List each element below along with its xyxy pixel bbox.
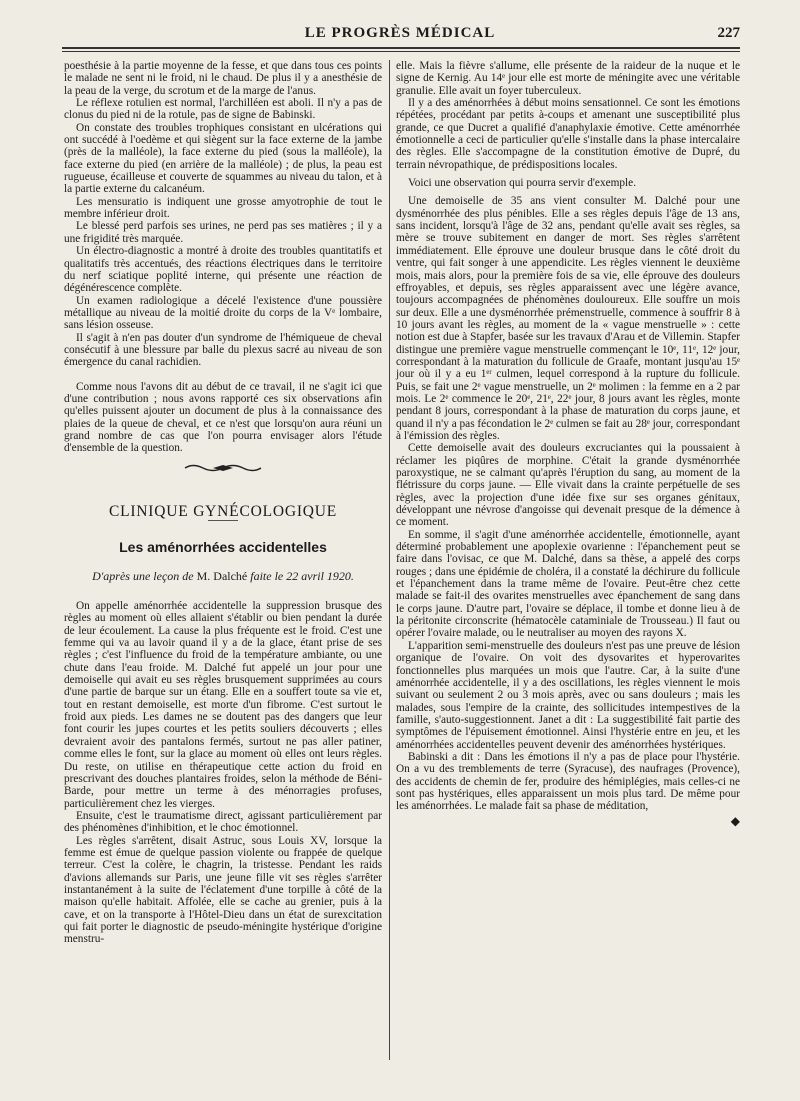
paragraph: Il s'agit à n'en pas douter d'un syndrome de l'hémiqueue de cheval consécutif à une blessure par balle du plexus sacré au niveau de son émergence du canal rachidien. bbox=[64, 331, 382, 369]
paragraph: Le blessé perd parfois ses urines, ne perd pas ses matières ; il y a une frigidité très marquée. bbox=[64, 220, 382, 245]
paragraph: Les règles s'arrêtent, disait Astruc, sous Louis XV, lorsque la femme est émue de quelque passion violente ou frappée de quelque terreur. C'est la colère, le chagrin, la tristesse. Pendant les raids d'avions allemands sur Paris, une jeune fille vit ses règles s'arrêter instantanément à la suite de l'éclatement d'une torpille à côté de la maison qu'elle habitait. Affolée, elle se cache au grenier, puis à la cave, et on la transporte à l'Hôtel-Dieu dans un état de surexcitation qui fait porter le diagnostic de pseudo-méningite hystérique d'origine menstru- bbox=[64, 834, 382, 946]
paragraph: Les mensuratio is indiquent une grosse amyotrophie de tout le membre inférieur droit. bbox=[64, 195, 382, 221]
column-divider bbox=[389, 60, 390, 1060]
header-rule-thick bbox=[62, 47, 740, 49]
section-rule bbox=[208, 520, 238, 521]
byline-prefix: D'après une leçon de bbox=[92, 568, 194, 583]
paragraph: elle. Mais la fièvre s'allume, elle présente de la raideur de la nuque et le signe de Kernig. Au 14ᵉ jour elle est morte de méningite avec une véritable granulie. Elle avait un foyer tuberculeux. bbox=[396, 60, 740, 97]
paragraph: Le réflexe rotulien est normal, l'archilléen est aboli. Il n'y a pas de clonus du pied ni de la rotule, pas de signe de Babinski. bbox=[64, 97, 382, 122]
byline-date: faite le 22 avril 1920. bbox=[250, 568, 354, 583]
ornament-icon bbox=[183, 463, 263, 473]
paragraph: On appelle aménorrhée accidentelle la suppression brusque des règles au moment où elles allaient s'établir ou bien pendant la durée de leur écoulement. La cause la plus fréquente est le froid. C'est une femme qui va au lavoir quand il y a de la glace, étant prise de ses règles ; c'est l'influence du froid de la température ambiante, ou une chute dans l'eau froide. M. Dalché fut appelé un jour pour une demoiselle qui avait eu ses règles brusquement supprimées au cours d'une partie de barque sur un étang. Elle en a souffert toute sa vie et, tout en restant demoiselle, est morte d'un fibrome. C'est surtout le froid aux pieds. Les dames ne se doutent pas des dangers que leur font courir les jupes courtes et les petits souliers découverts ; elles devraient avoir des pantalons fermés, surtout ne pas aller patiner, comme elles le font, sur la glace au moment où elles ont leurs règles. Du reste, on utilise en thérapeutique cette action du froid en prescrivant des douches plantaires froides, selon la méthode de Béni-Barde, pour mettre un terme à des ménorragies profuses, particulièrement chez les vierges. bbox=[64, 600, 382, 810]
right-column bbox=[396, 60, 740, 827]
paragraph: Un examen radiologique a décelé l'existence d'une poussière métallique au niveau de la moitié droite du corps de la Vᵉ lombaire, sans lésion osseuse. bbox=[64, 294, 382, 332]
journal-title: LE PROGRÈS MÉDICAL bbox=[304, 25, 496, 41]
paragraph: On constate des troubles trophiques consistant en ulcérations qui ont succédé à l'oedème et qui siègent sur la face externe de la jambe (près de la malléole), la face externe du pied (sous la malléole), la face externe du pied (en arrière de la malléole) ; de plus, la peau est rugueuse, écailleuse et couverte de squammes au niveau du talon, et à la partie externe du calcanéum. bbox=[64, 121, 382, 196]
paragraph: Une demoiselle de 35 ans vient consulter M. Dalché pour une dysménorrhée des plus pénibles. Elle a ses règles depuis l'âge de 13 ans, sans incident, lorsqu'à l'âge de 32 ans, pendant qu'elle avait ses règles, sa mère se trouve subitement en danger de mort. Ses règles s'arrêtent immédiatement. Elle éprouve une douleur brusque dans le côté droit du ventre, qui fait songer à une appendicite. Les règles viennent le deuxième mois, mais alors, pour la première fois de sa vie, elle éprouve des douleurs effroyables, et depuis, ses règles apparaissent avec une légère avance, toujours accompagnées de phénomènes douloureux. Elle souffre un mois sur deux. Elle a une dysménorrhée prémenstruelle, commence à souffrir 8 à 10 jours avant les règles, au moment de la « vague menstruelle » : cette notion est due à Stapfer, basée sur les travaux d'Arau et de Villemin. Stapfer distingue une première vague menstruelle commençant le 10ᵉ, 11ᵉ, 12ᵉ jour, correspondant à la maturation du follicule de Graafe, montant jusqu'au 15ᵉ jour où il y a eu 1ᵉʳ culmen, lequel correspond à la rupture du follicule. Puis, se fait une 2ᵉ vague menstruelle, un 2ᵉ molimen : la femme en a 2 par mois. Le 2ᵉ commence le 20ᵉ, 21ᵉ, 22ᵉ jour, 8 jours avant les règles, monte pendant 8 jours, correspondant à la phase de maturation du corps jaune, et quand il n'y a pas fécondation le 2ᵉ culmen se fait au 28ᵉ jour, correspondant à l'émission des règles. bbox=[396, 195, 740, 442]
paragraph: En somme, il s'agit d'une aménorrhée accidentelle, émotionnelle, ayant déterminé probablement une apoplexie ovarienne : l'épanchement peut se faire dans l'ovisac, ce que M. Dalché, dans sa thèse, a appelé des corps rouges ; dans une épidémie de choléra, il a constaté la déchirure du follicule et l'épanchement dans la trame même de l'ovaire. Peut-être chez cette malade se fait-il des ovarites menstruelles avec épanchement de sang dans le corps jaune. D'autre part, l'ovaire se déplace, il tombe et donne lieu à de la péritonite circonscrite (hématocèle cataminiale de Trousseau.) Il faut ou opérer l'ovaire malade, ou le neutraliser au moyen des rayons X. bbox=[396, 528, 740, 640]
paragraph: Cette demoiselle avait des douleurs excruciantes qui la poussaient à réclamer les piqûres de morphine. C'était la grande dysménorrhée paroxystique, ne se calmant qu'après l'éruption du sang, au moment de la flétrissure du corps jaune. — Elle vivait dans la crainte perpétuelle de ses règles, avec la projection d'une idée fixe sur ses organes génitaux, développant une névrose d'angoisse qui devenait presque de la démence à ce moment. bbox=[396, 442, 740, 529]
page-header bbox=[60, 22, 740, 46]
article-byline bbox=[64, 570, 382, 582]
paragraph: Voici une observation qui pourra servir d'exemple. bbox=[408, 177, 637, 190]
paragraph: Ensuite, c'est le traumatisme direct, agissant particulièrement par des phénomènes d'inhibition, et le choc émotionnel. bbox=[64, 809, 382, 835]
header-rule-thin bbox=[62, 51, 740, 52]
ornament-divider bbox=[64, 463, 382, 476]
paragraph: L'apparition semi-menstruelle des douleurs n'est pas une preuve de lésion organique de l'ovaire. On voit des dysovarites et hyperovarites fonctionnelles plus marquées un mois que l'autre. Car, à la suite d'une aménorrhée accidentelle, il y a des oscillations, les règles viennent le mois suivant ou seulement 2 ou 3 mois après, avec ou sans douleurs ; mais les malades, sous l'empire de la crainte, des sollicitudes intempestives de la famille, s'auto-suggestionnent. Janet a dit : La suggestibilité fait partie des symptômes de l'épuisement émotionnel. Ainsi l'hystérie entre en jeu, et les aménorrhées accidentelles peuvent devenir des aménorrhées hystériques. bbox=[396, 639, 740, 751]
paragraph: Comme nous l'avons dit au début de ce travail, il ne s'agit ici que d'une contribution ; nous avons rapporté ces six observations afin qu'elles puissent ajouter un document de plus à la connaissance des plaies de la queue de cheval, et ce n'est que lorsqu'on aura réuni un grand nombre de cas que l'on pourra envisager alors l'étude d'ensemble de la question. bbox=[64, 380, 382, 455]
paragraph: Il y a des aménorrhées à début moins sensationnel. Ce sont les émotions répétées, procédant par petits à-coups et amenant une susceptibilité plus grande, ce que Ducret a qualifié d'anaphylaxie émotive. Cette aménorrhée émotionnelle a ceci de particulier qu'elle s'installe dans la phase intercalaire des règles. Elle s'accompagne de la constitution émotive de Dupré, du terrain névropathique, de prédispositions locales. bbox=[396, 97, 740, 171]
page-number: 227 bbox=[717, 25, 740, 41]
paragraph: Un électro-diagnostic a montré à droite des troubles quantitatifs et qualitatifs très accentués, des réactions électriques dans le territoire du nerf sciatique poplité interne, qui présente une réaction de dégénérescence complète. bbox=[64, 245, 382, 295]
paragraph: poesthésie à la partie moyenne de la fesse, et que dans tous ces points le malade ne sent ni le froid, ni le chaud. De plus il y a anesthésie de la peau de la verge, du scrotum et de la marge de l'anus. bbox=[64, 60, 382, 97]
section-heading: CLINIQUE GYNÉCOLOGIQUE bbox=[108, 503, 338, 520]
byline-author: M. Dalché bbox=[196, 568, 248, 583]
left-column bbox=[64, 60, 382, 946]
article-title: Les aménorrhées accidentelles bbox=[119, 539, 327, 556]
paragraph: Babinski a dit : Dans les émotions il n'y a pas de place pour l'hystérie. On a vu des tremblements de terre (Syracuse), des naufrages (Provence), des accidents de chemin de fer, produire des hémiplégies, mais celles-ci ne sont pas hystériques, elles apparaissent un mois plus tard. De même pour les aménorrhées. Le malade fait sa phase de méditation, bbox=[396, 750, 740, 813]
end-mark-icon: ◆ bbox=[730, 813, 740, 828]
